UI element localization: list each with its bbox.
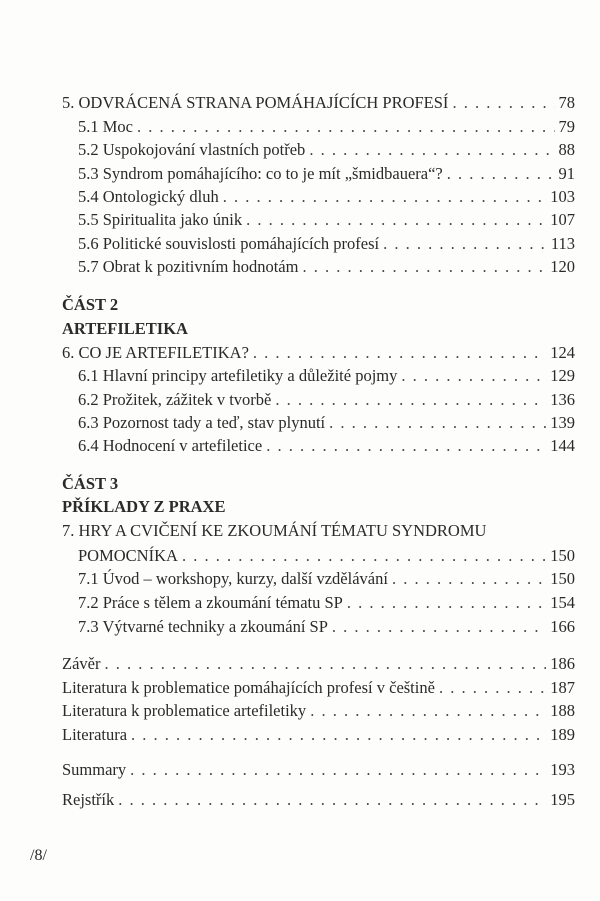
- toc-entry-page: 107: [550, 210, 575, 229]
- toc-entry-title: Literatura: [62, 725, 128, 744]
- toc-entry-title: POMOCNÍKA: [78, 546, 178, 565]
- toc-entry-page: 88: [558, 140, 575, 159]
- toc-entry-page: 187: [550, 678, 575, 697]
- toc-entry: [78, 233, 575, 255]
- toc-entry-page: 129: [550, 366, 575, 385]
- toc-entry-title: 7.3 Výtvarné techniky a zkoumání SP: [78, 617, 328, 636]
- dot-leader: [302, 256, 546, 278]
- toc-entry: [78, 186, 575, 208]
- toc-entry-title: Literatura k problematice artefiletiky: [62, 701, 307, 720]
- dot-leader: [275, 389, 546, 411]
- toc-entry-title: 7. HRY A CVIČENÍ KE ZKOUMÁNÍ TÉMATU SYNDROMU: [62, 521, 487, 540]
- toc-entry: [78, 545, 575, 567]
- dot-leader: [130, 759, 546, 781]
- toc-entry-title: 5.6 Politické souvislosti pomáhajících profesí: [78, 234, 380, 253]
- toc-entry-title: ČÁST 3: [62, 474, 119, 493]
- toc-entry-page: 189: [550, 725, 575, 744]
- toc-entry: [78, 412, 575, 434]
- toc-entry-title: 5.1 Moc: [78, 117, 133, 136]
- toc-entry-page: 150: [550, 546, 575, 565]
- toc-entry-page: 113: [550, 234, 575, 253]
- dot-leader: [332, 616, 546, 638]
- page-number: /8/: [30, 847, 47, 864]
- section-heading: [62, 294, 575, 316]
- toc-entry: [62, 700, 575, 722]
- toc-entry-title: ARTEFILETIKA: [62, 319, 188, 338]
- toc-entry: [78, 163, 575, 185]
- toc-entry-page: 166: [550, 617, 575, 636]
- toc-entry: [78, 568, 575, 590]
- dot-leader: [131, 724, 546, 746]
- toc-entry-title: 7.1 Úvod – workshopy, kurzy, další vzdělávání: [78, 569, 388, 588]
- toc-entry-title: ČÁST 2: [62, 295, 119, 314]
- toc-entry-title: 6.4 Hodnocení v artefiletice: [78, 436, 263, 455]
- toc-entry-title: PŘÍKLADY Z PRAXE: [62, 497, 226, 516]
- toc-entry: [62, 342, 575, 364]
- toc-entry-page: 124: [550, 343, 575, 362]
- toc-entry-title: 6.3 Pozornost tady a teď, stav plynutí: [78, 413, 326, 432]
- dot-leader: [309, 139, 554, 161]
- toc-entry: [62, 724, 575, 746]
- toc-entry-title: Rejstřík: [62, 790, 115, 809]
- toc-entry-title: 5.7 Obrat k pozitivním hodnotám: [78, 257, 299, 276]
- toc-entry-title: 5. ODVRÁCENÁ STRANA POMÁHAJÍCÍCH PROFESÍ: [62, 93, 449, 112]
- dot-leader: [137, 116, 555, 138]
- toc-entry-page: 154: [550, 593, 575, 612]
- dot-leader: [253, 342, 546, 364]
- toc-entry-page: 136: [550, 390, 575, 409]
- toc-entry: [78, 209, 575, 231]
- toc-entry-page: 186: [550, 654, 575, 673]
- dot-leader: [347, 592, 546, 614]
- toc-entry-page: 78: [558, 93, 575, 112]
- section-heading: [62, 473, 575, 495]
- toc-entry-page: 195: [550, 790, 575, 809]
- toc-entry-title: 6. CO JE ARTEFILETIKA?: [62, 343, 249, 362]
- dot-leader: [118, 789, 546, 811]
- toc-entry-title: 5.2 Uspokojování vlastních potřeb: [78, 140, 306, 159]
- dot-leader: [383, 233, 547, 255]
- dot-leader: [401, 365, 546, 387]
- toc-entry-page: 103: [550, 187, 575, 206]
- toc-entry-title: 7.2 Práce s tělem a zkoumání tématu SP: [78, 593, 343, 612]
- dot-leader: [104, 653, 546, 675]
- dot-leader: [439, 677, 546, 699]
- toc-entry-page: 150: [550, 569, 575, 588]
- toc-entry-title: Závěr: [62, 654, 101, 673]
- toc-entry-title: Literatura k problematice pomáhajících profesí v češtině: [62, 678, 435, 697]
- toc-entry: [62, 789, 575, 811]
- toc-entry-page: 188: [550, 701, 575, 720]
- toc-entry-title: 5.4 Ontologický dluh: [78, 187, 219, 206]
- dot-leader: [447, 163, 555, 185]
- toc-entry-title: Summary: [62, 760, 127, 779]
- toc-entry: [78, 116, 575, 138]
- dot-leader: [223, 186, 547, 208]
- toc-entry-title: 5.3 Syndrom pomáhajícího: co to je mít „šmidbauera“?: [78, 164, 443, 183]
- dot-leader: [182, 545, 546, 567]
- toc-entry: [62, 677, 575, 699]
- toc-entry-page: 79: [558, 117, 575, 136]
- toc-entry: [62, 653, 575, 675]
- dot-leader: [266, 435, 546, 457]
- dot-leader: [392, 568, 546, 590]
- toc-entry-page: 139: [550, 413, 575, 432]
- toc-entry: [78, 365, 575, 387]
- section-heading: [62, 318, 575, 340]
- toc-entry-page: 91: [558, 164, 575, 183]
- toc-entry: [78, 616, 575, 638]
- toc-entry-title: 5.5 Spiritualita jako únik: [78, 210, 243, 229]
- toc-entry-title: 6.2 Prožitek, zážitek v tvorbě: [78, 390, 272, 409]
- dot-leader: [329, 412, 546, 434]
- dot-leader: [310, 700, 546, 722]
- dot-leader: [452, 92, 554, 114]
- toc-entry: [78, 592, 575, 614]
- toc-entry-title: 6.1 Hlavní principy artefiletiky a důležité pojmy: [78, 366, 398, 385]
- toc-entry: [78, 389, 575, 411]
- dot-leader: [246, 209, 546, 231]
- toc-entry: [62, 92, 575, 114]
- toc-entry: [62, 520, 575, 542]
- toc-entry-page: 193: [550, 760, 575, 779]
- toc-entry: [62, 759, 575, 781]
- section-heading: [62, 496, 575, 518]
- toc-entry: [78, 256, 575, 278]
- toc-entry: [78, 435, 575, 457]
- toc-entry: [78, 139, 575, 161]
- toc-entry-page: 120: [550, 257, 575, 276]
- toc-entry-page: 144: [550, 436, 575, 455]
